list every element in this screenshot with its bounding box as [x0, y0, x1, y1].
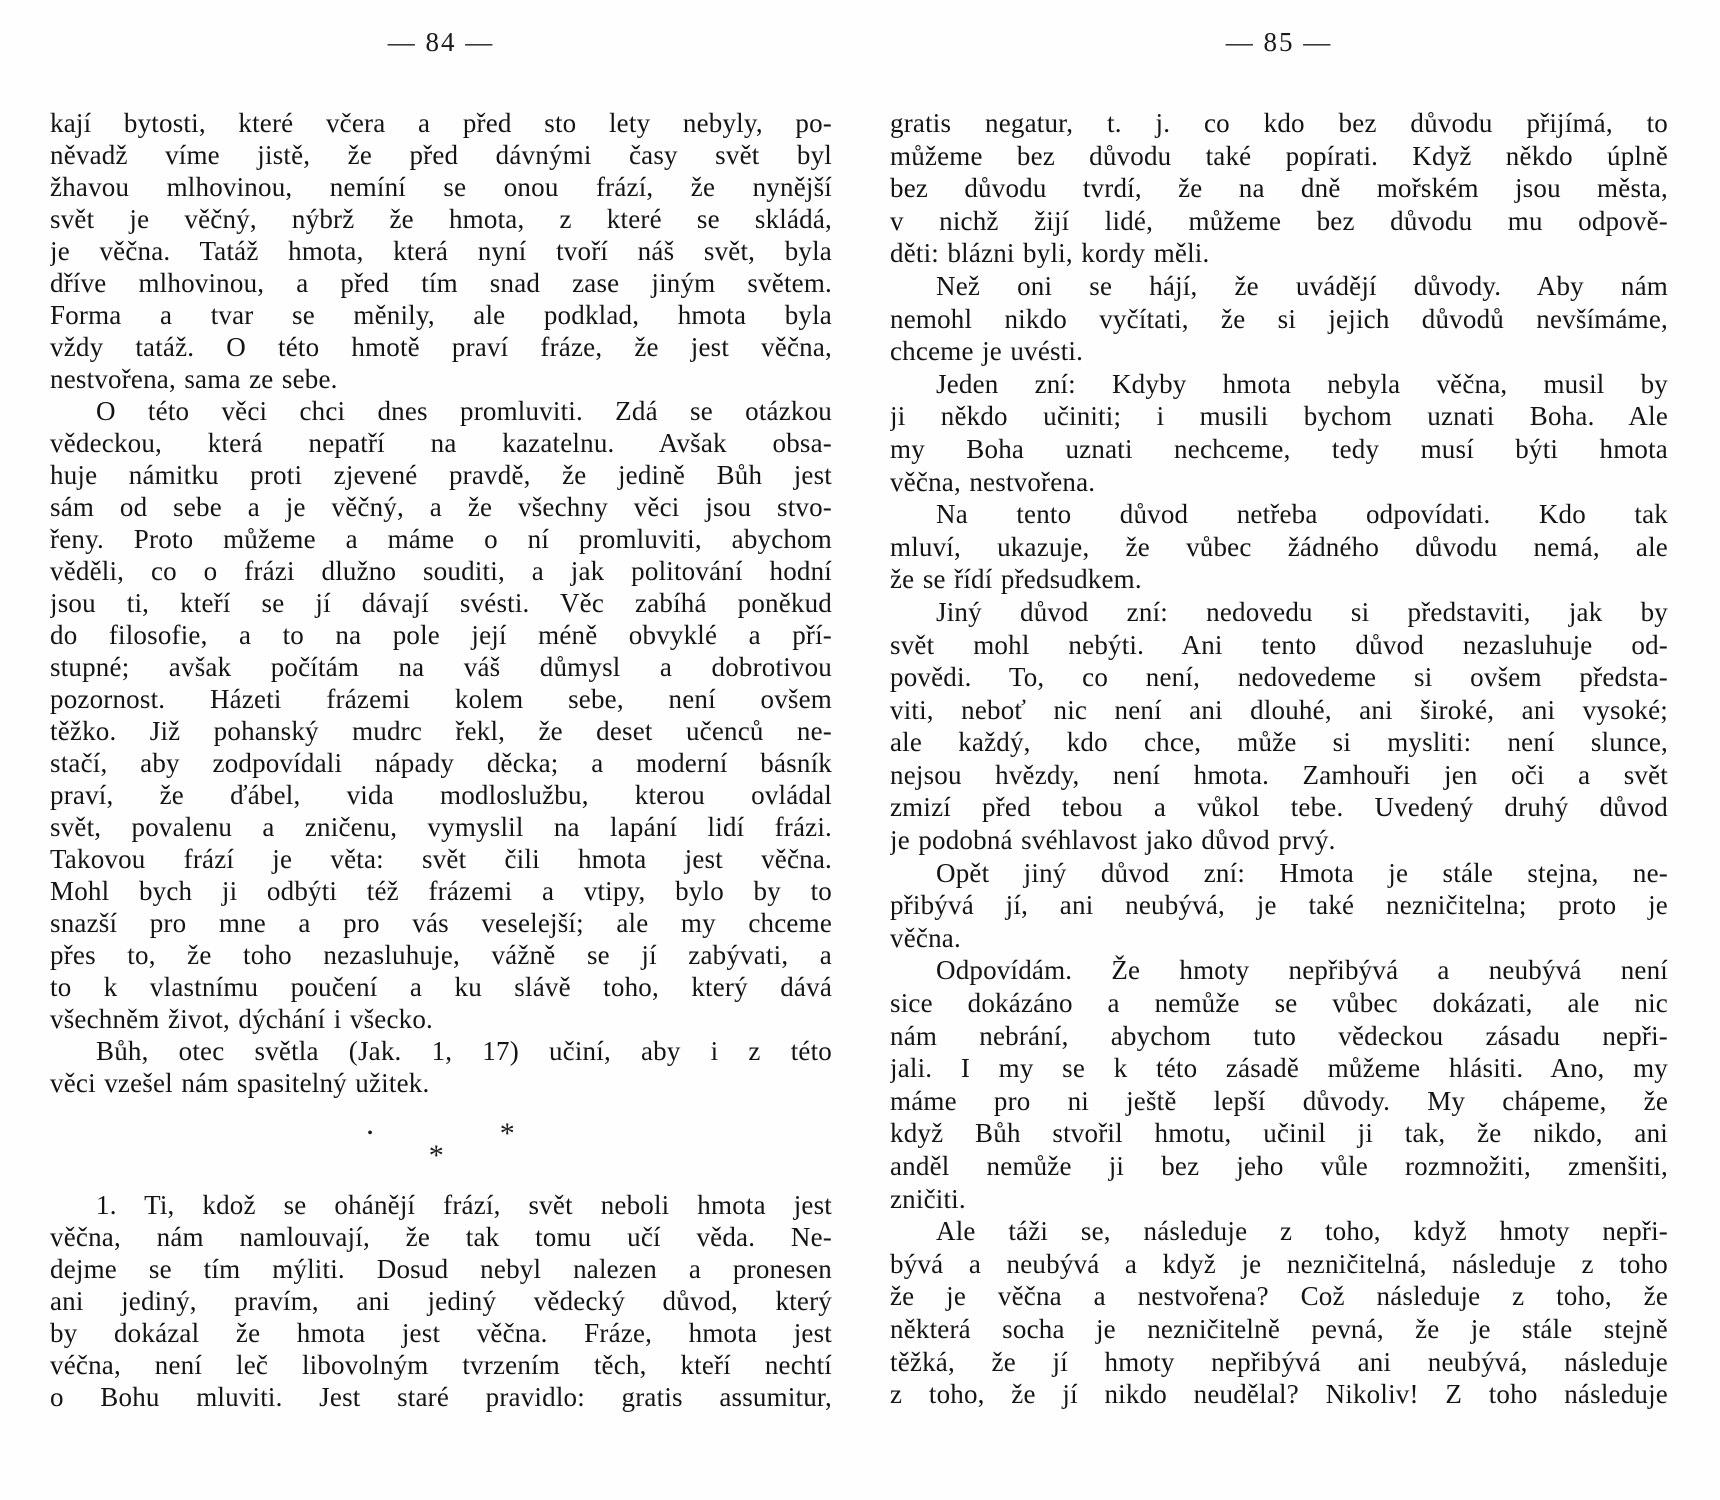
text-line: jali. I my se k této zásadě můžeme hlásiti. Ano, my	[890, 1053, 1668, 1084]
paragraph	[890, 1215, 1668, 1411]
text-line: zničiti.	[890, 1183, 966, 1214]
text-line: nemohl nikdo vyčítati, že si jejich důvodů nevšímáme,	[890, 303, 1668, 334]
page-body-left	[50, 107, 832, 1413]
text-line: vždy tatáž. O této hmotě praví fráze, že jest věčna,	[50, 332, 832, 362]
text-line: něvadž víme jistě, že před dávnými časy svět byl	[50, 140, 832, 170]
text-line: bývá a neubývá a když je nezničitelná, následuje z toho	[890, 1248, 1668, 1279]
text-line: Opět jiný důvod zní: Hmota je stále stejna, ne-	[936, 857, 1668, 888]
text-line: by dokázal že hmota jest věčna. Fráze, hmota jest	[50, 1318, 832, 1348]
text-line: ale každý, kdo chce, může si mysliti: není slunce,	[890, 727, 1668, 758]
text-line: žhavou mlhovinou, nemíní se onou frází, že nynější	[50, 172, 832, 202]
text-line: máme pro ni ještě lepší důvody. My chápeme, že	[890, 1085, 1668, 1116]
text-line: to k vlastnímu poučení a ku slávě toho, který dává	[50, 972, 832, 1002]
text-line: některá socha je nezničitelně pevná, že je stále stejně	[890, 1313, 1668, 1344]
asterisk-icon: *	[428, 1139, 444, 1172]
page-85	[890, 0, 1668, 1411]
text-line: do filosofie, a to na pole její méně obvyklé a pří-	[50, 620, 832, 650]
text-line: Odpovídám. Že hmoty nepřibývá a neubývá není	[936, 955, 1668, 986]
paragraph	[890, 368, 1668, 498]
text-line: svět je věčný, nýbrž že hmota, z které se skládá,	[50, 204, 832, 234]
text-line: chceme je uvésti.	[890, 336, 1084, 367]
text-line: 1. Ti, kdož se ohánějí frází, svět neboli hmota jest	[96, 1190, 832, 1220]
text-line: Jiný důvod zní: nedovedu si představiti, jak by	[936, 596, 1668, 627]
text-line: vědeckou, která nepatří na kazatelnu. Avšak obsa-	[50, 428, 832, 458]
text-line: svět, povalenu a zničenu, vymyslil na lapání lidí frázi.	[50, 812, 832, 842]
text-line: o Bohu mluviti. Jest staré pravidlo: gratis assumitur,	[50, 1382, 832, 1412]
text-line: my Boha uznati nechceme, tedy musí býti hmota	[890, 433, 1668, 464]
text-line: jsou ti, kteří se jí dávají svésti. Věc zabíhá poněkud	[50, 588, 832, 618]
text-line: když Bůh stvořil hmotu, učinil ji tak, že nikdo, ani	[890, 1118, 1668, 1149]
paragraph	[890, 107, 1668, 270]
page-number-right: — 85 —	[1225, 27, 1333, 57]
text-line: stupné; avšak počítám na váš důmysl a dobrotivou	[50, 652, 832, 682]
text-line: bez důvodu tvrdí, že na dně mořském jsou města,	[890, 173, 1668, 204]
text-line: véčna, není leč libovolným tvrzením těch, kteří nechtí	[50, 1350, 832, 1380]
text-line: Forma a tvar se měnily, ale podklad, hmota byla	[50, 300, 832, 330]
asterisk-separator	[50, 1099, 832, 1189]
text-line: zmizí před tebou a vůkol tebe. Uvedený druhý důvod	[890, 792, 1668, 823]
paragraph	[50, 1035, 832, 1099]
text-line: řeny. Proto můžeme a máme o ní promluviti, abychom	[50, 524, 832, 554]
text-line: kají bytosti, které včera a před sto lety nebyly, po-	[50, 108, 832, 138]
text-line: z toho, že jí nikdo neudělal? Nikoliv! Z toho následuje	[890, 1379, 1668, 1410]
text-line: nejsou hvězdy, není hmota. Zamhouři jen oči a svět	[890, 759, 1668, 790]
text-line: těžko. Již pohanský mudrc řekl, že deset učenců ne-	[50, 716, 832, 746]
text-line: je věčna. Tatáž hmota, která nyní tvoří náš svět, byla	[50, 236, 832, 266]
text-line: ji někdo učiniti; i musili bychom uznati Boha. Ale	[890, 401, 1668, 432]
text-line: stačí, aby zodpovídali nápady děcka; a moderní básník	[50, 748, 832, 778]
text-line: že je věčna a nestvořena? Což následuje z toho, že	[890, 1281, 1668, 1312]
text-line: snazší pro mne a pro vás veselejší; ale my chceme	[50, 908, 832, 938]
paragraph	[890, 498, 1668, 596]
text-line: nestvořena, sama ze sebe.	[50, 364, 338, 394]
text-line: sice dokázáno a nemůže se vůbec dokázati, ale nic	[890, 988, 1668, 1019]
text-line: mluví, ukazuje, že vůbec žádného důvodu nemá, ale	[890, 531, 1668, 562]
text-line: anděl nemůže ji bez jeho vůle rozmnožiti, zmenšiti,	[890, 1151, 1668, 1181]
asterisk-icon: *	[499, 1117, 515, 1150]
paragraph	[890, 270, 1668, 368]
paragraph	[50, 395, 832, 1035]
text-line: praví, že ďábel, vida modloslužbu, kterou ovládal	[50, 780, 832, 810]
text-line: těžká, že jí hmoty nepřibývá ani neubývá, následuje	[890, 1346, 1668, 1377]
text-line: věděli, co o frázi dlužno souditi, a jak politování hodní	[50, 556, 832, 586]
text-line: dříve mlhovinou, a před tím snad zase jiným světem.	[50, 268, 832, 298]
text-line: sám od sebe a je věčný, a že všechny věci jsou stvo-	[50, 492, 832, 522]
text-line: věčna.	[890, 922, 961, 953]
text-line: nám nebrání, abychom tuto vědeckou zásadu nepři-	[890, 1020, 1668, 1051]
paragraph	[890, 596, 1668, 857]
text-line: přibývá jí, ani neubývá, je také nezničitelna; proto je	[890, 890, 1668, 921]
text-line: můžeme bez důvodu také popírati. Když někdo úplně	[890, 140, 1668, 171]
text-line: huje námitku proti zjevené pravdě, že jedině Bůh jest	[50, 460, 832, 490]
text-line: Jeden zní: Kdyby hmota nebyla věčna, musil by	[936, 368, 1668, 399]
text-line: gratis negatur, t. j. co kdo bez důvodu přijímá, to	[890, 108, 1668, 138]
paragraph	[50, 107, 832, 395]
text-line: Než oni se hájí, že uvádějí důvody. Aby nám	[936, 270, 1668, 301]
text-line: věčna, nestvořena.	[890, 466, 1096, 497]
text-line: viti, neboť nic není ani dlouhé, ani široké, ani vysoké;	[890, 694, 1668, 725]
text-line: děti: blázni byli, kordy měli.	[890, 238, 1210, 269]
text-line: Na tento důvod netřeba odpovídati. Kdo tak	[936, 499, 1668, 530]
text-line: všechněm život, dýchání i všecko.	[50, 1004, 433, 1034]
text-line: v nichž žijí lidé, můžeme bez důvodu mu odpově-	[890, 205, 1668, 236]
text-line: Ale táži se, následuje z toho, když hmoty nepři-	[936, 1216, 1668, 1247]
text-line: Takovou frází je věta: svět čili hmota jest věčna.	[50, 844, 832, 874]
text-line: dejme se tím mýliti. Dosud nebyl nalezen a pronesen	[50, 1254, 832, 1284]
page-number-left: — 84 —	[387, 27, 495, 57]
text-line: je podobná svéhlavost jako důvod prvý.	[890, 825, 1336, 856]
text-line: přes to, že toho nezasluhuje, vážně se jí zabývati, a	[50, 940, 832, 970]
paragraph	[890, 857, 1668, 955]
text-line: Bůh, otec světla (Jak. 1, 17) učiní, aby i z této	[96, 1036, 832, 1066]
paragraph	[890, 954, 1668, 1215]
page-84	[50, 0, 832, 1413]
paragraph	[50, 1189, 832, 1413]
text-line: ani jediný, pravím, ani jediný vědecký důvod, který	[50, 1286, 832, 1316]
page-body-right	[890, 107, 1668, 1411]
text-line: Mohl bych ji odbýti též frázemi a vtipy, bylo by to	[50, 876, 832, 906]
asterisk-icon: •	[367, 1125, 373, 1142]
text-line: věci vzešel nám spasitelný užitek.	[50, 1068, 430, 1098]
text-line: věčna, nám namlouvají, že tak tomu učí věda. Ne-	[50, 1222, 832, 1252]
text-line: povědi. To, co není, nedovedeme si ovšem předsta-	[890, 662, 1668, 693]
text-line: pozornost. Házeti frázemi kolem sebe, není ovšem	[50, 684, 832, 714]
text-line: svět mohl nebýti. Ani tento důvod nezasluhuje od-	[890, 629, 1668, 660]
text-line: že se řídí předsudkem.	[890, 564, 1142, 595]
text-line: O této věci chci dnes promluviti. Zdá se otázkou	[96, 396, 832, 426]
